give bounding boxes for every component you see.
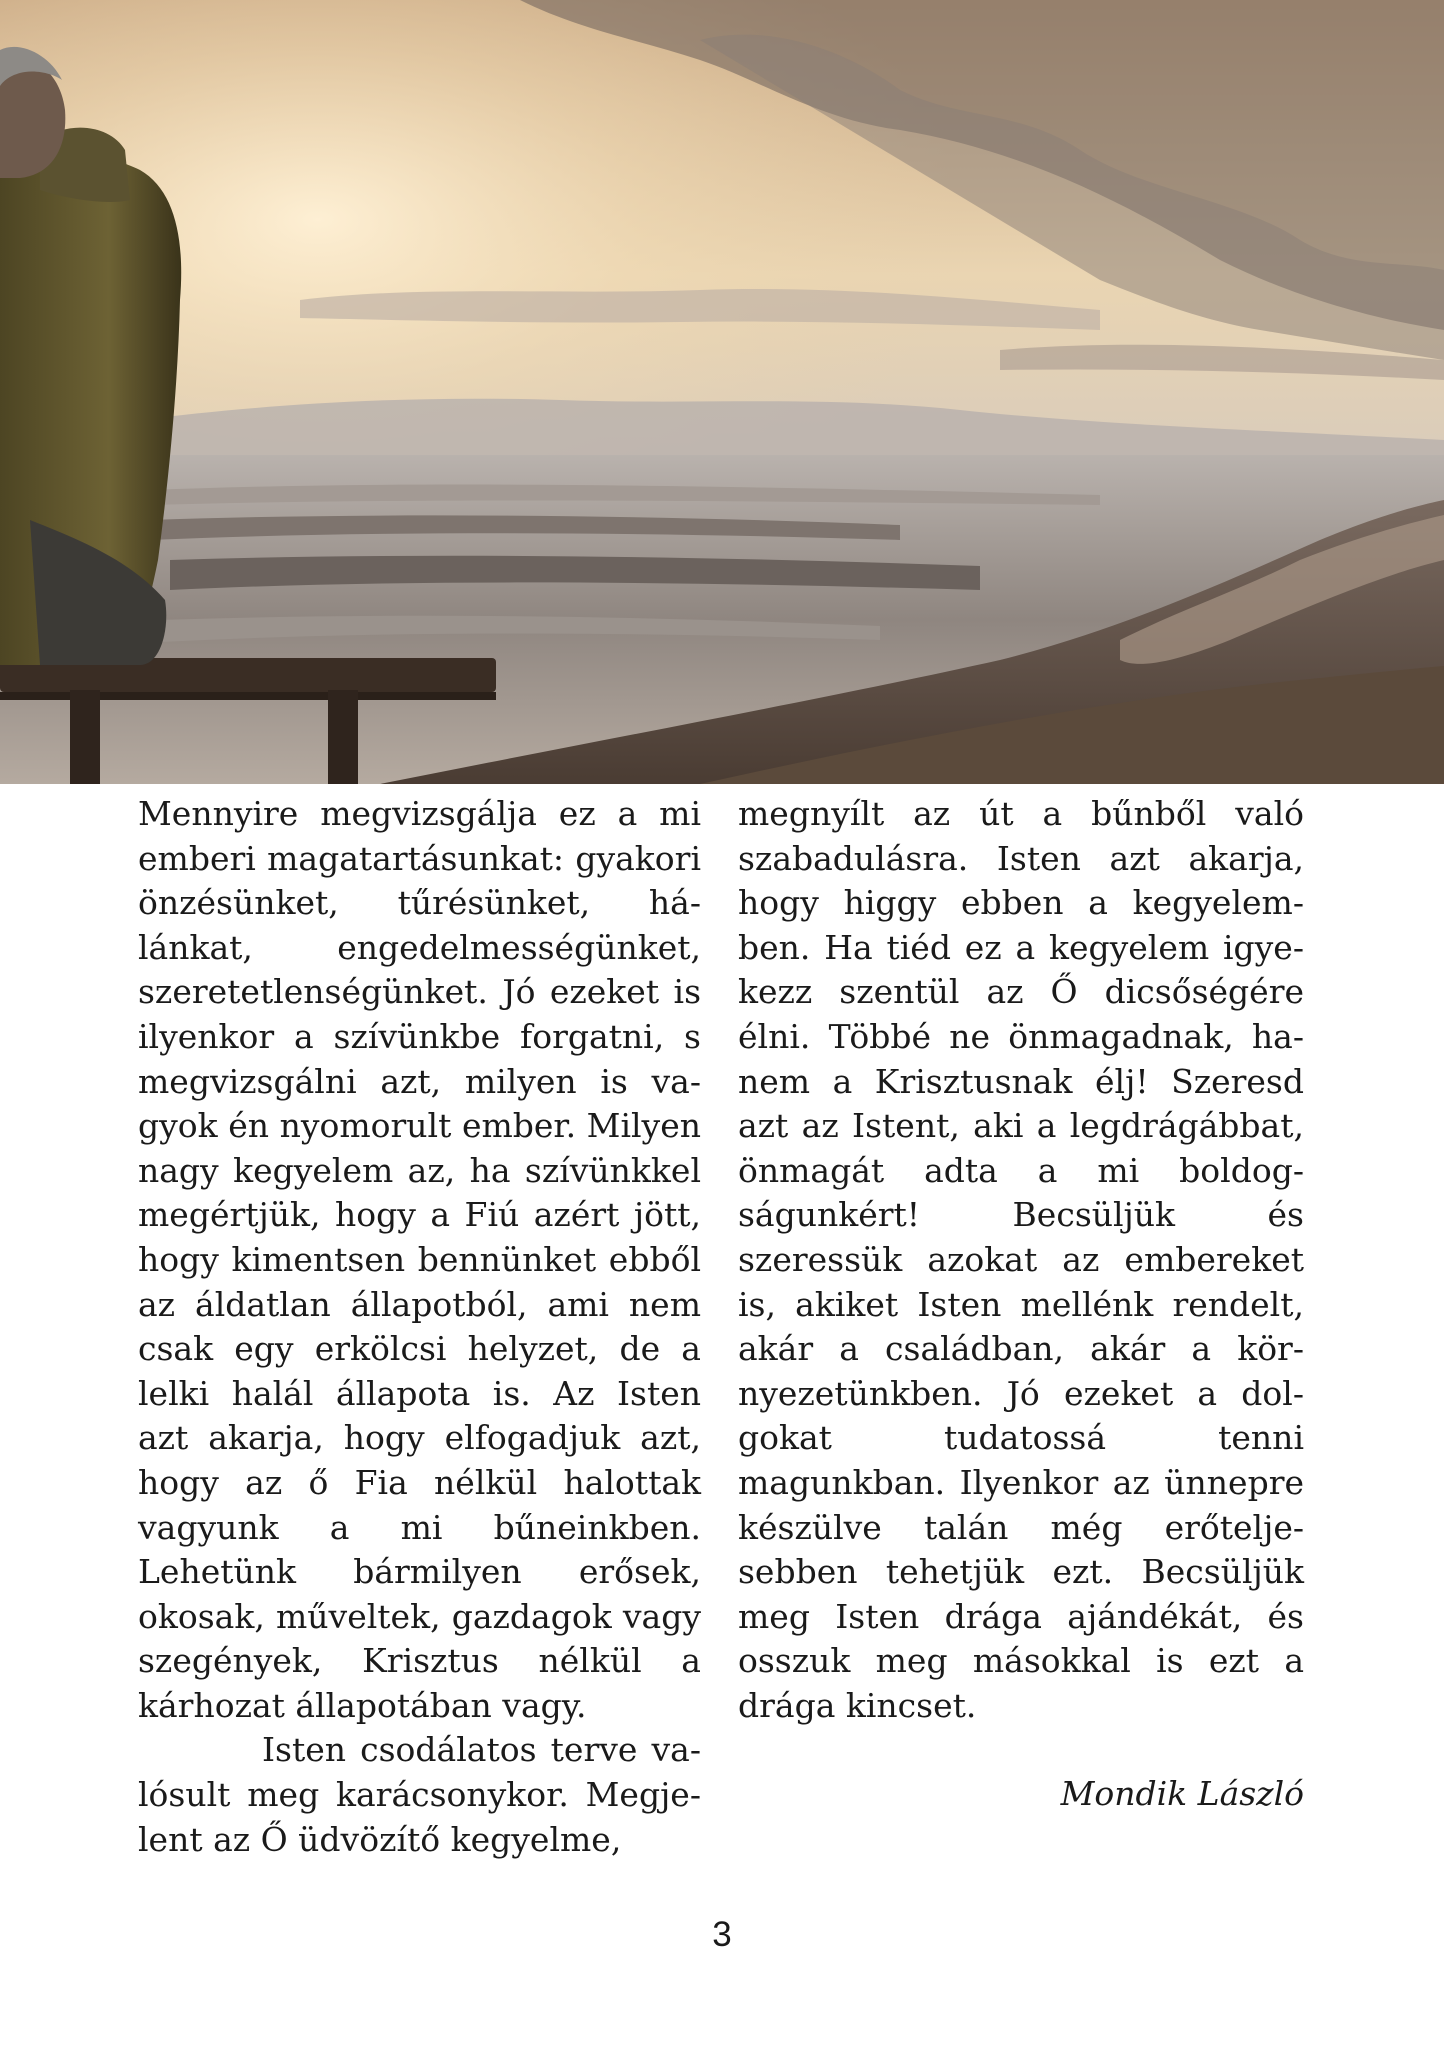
page-number: 3: [712, 1915, 732, 1954]
cover-photo: [0, 0, 1444, 784]
article-column-left: [138, 792, 701, 1862]
paragraph: Isten csodálatos terve valósult meg karácsonykor. Megjelent az Ő üdvözítő kegyelme,: [138, 1730, 701, 1859]
paragraph: Mennyire megvizsgálja ez a mi emberi magatartásunkat: gyakori önzésünket, tűrésünket, hálánkat, engedelmességünket, szeretetlenségünket. Jó ezeket is ilyenkor a szívünkbe forgatni, s megvizsgálni azt, milyen is vagyok én nyomorult ember. Milyen nagy kegyelem az, ha szívünkkel megértjük, hogy a Fiú azért jött, hogy kimentsen bennünket ebből az áldatlan állapotból, ami nem csak egy erkölcsi helyzet, de a lelki halál állapota is. Az Isten azt akarja, hogy elfogadjuk azt, hogy az ő Fia nélkül halottak vagyunk a mi bűneinkben. Lehetünk bármilyen erősek, okosak, műveltek, gazdagok vagy szegények, Krisztus nélkül a kárhozat állapotában vagy.: [138, 794, 701, 1725]
paragraph: megnyílt az út a bűnből való szabadulásra. Isten azt akarja, hogy higgy ebben a kegyelemben. Ha tiéd ez a kegyelem igyekezz szentül az Ő dicsőségére élni. Többé ne önmagadnak, hanem a Krisztusnak élj! Szeresd azt az Istent, aki a legdrágábbat, önmagát adta a mi boldogságunkért! Becsüljük és szeressük azokat az embereket is, akiket Isten mellénk rendelt, akár a családban, akár a környezetünkben. Jó ezeket a dolgokat tudatossá tenni magunkban. Ilyenkor az ünnepre készülve talán még erőteljesebben tehetjük ezt. Becsüljük meg Isten drága ajándékát, és osszuk meg másokkal is ezt a drága kincset.: [738, 794, 1304, 1725]
landscape-illustration: [0, 0, 1444, 784]
author-signature: Mondik László: [1060, 1774, 1304, 1814]
article-column-right: [738, 792, 1304, 1817]
